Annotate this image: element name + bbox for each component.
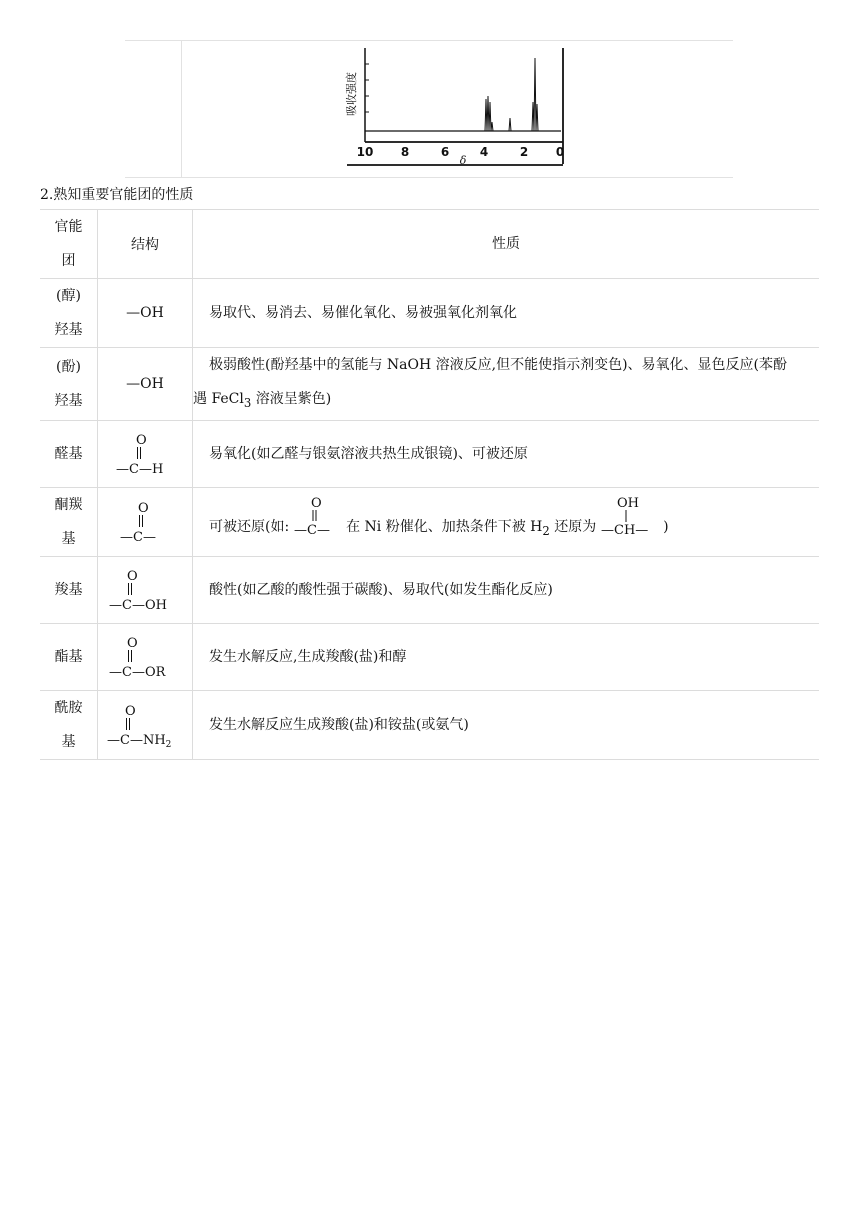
table-row (40, 623, 819, 690)
group-name: 酮羰 基 (40, 487, 98, 556)
structure-cell (98, 487, 193, 556)
section-title: 2.熟知重要官能团的性质 (40, 187, 194, 203)
svg-text:O: O (136, 432, 147, 448)
table-row (40, 556, 819, 623)
group-name: 醛基 (40, 420, 98, 487)
nmr-peak-1.2 (530, 58, 540, 131)
svg-text:—C—: —C— (120, 529, 156, 545)
group-name: (醇) 羟基 (40, 279, 98, 348)
carboxyl-structure (107, 566, 183, 614)
property-cell: 发生水解反应生成羧酸(盐)和铵盐(或氨气) (193, 690, 820, 759)
property-cell: 极弱酸性(酚羟基中的氢能与 NaOH 溶液反应,但不能使指示剂变色)、易氧化、显色反应(苯酚遇 FeCl$_3$ 溶液呈紫色) (193, 348, 820, 421)
ketone-structure (110, 498, 180, 546)
nmr-tick-0: 0 (555, 145, 565, 159)
property-cell: 易氧化(如乙醛与银氨溶液共热生成银镜)、可被还原 (193, 420, 820, 487)
table-row (40, 690, 819, 759)
inline-ketone-structure (294, 495, 342, 539)
group-name: 酯基 (40, 623, 98, 690)
property-cell: 易取代、易消去、易催化氧化、易被强氧化剂氧化 (193, 279, 820, 348)
structure-cell (98, 690, 193, 759)
table-header-row (40, 210, 819, 279)
svg-text:O: O (310, 496, 322, 512)
structure-cell (98, 420, 193, 487)
structure-cell: —OH (98, 279, 193, 348)
svg-text:—CH—: —CH— (600, 523, 649, 539)
header-group: 官能 团 (40, 210, 98, 279)
table-divider (181, 41, 182, 177)
amide-structure (105, 701, 185, 749)
property-cell: 发生水解反应,生成羧酸(盐)和醇 (193, 623, 820, 690)
ester-structure (107, 633, 183, 681)
svg-text:O: O (127, 635, 138, 651)
property-cell: 酸性(如乙酸的酸性强于碳酸)、易取代(如发生酯化反应) (193, 556, 820, 623)
svg-text:O: O (138, 500, 149, 516)
group-name: 羧基 (40, 556, 98, 623)
nmr-peak-2.6 (507, 118, 513, 131)
nmr-spectrum-chart (343, 44, 569, 168)
svg-text:—C—OR: —C—OR (109, 664, 166, 680)
nmr-tick-6: 6 (440, 145, 450, 159)
inline-alcohol-structure (601, 495, 659, 539)
svg-text:O: O (125, 703, 136, 719)
table-row (40, 420, 819, 487)
group-name: 酰胺 基 (40, 690, 98, 759)
structure-cell (98, 623, 193, 690)
header-property: 性质 (193, 210, 820, 279)
table-row (40, 487, 819, 556)
nmr-tick-8: 8 (400, 145, 410, 159)
structure-cell (98, 556, 193, 623)
table-row (40, 279, 819, 348)
header-structure: 结构 (98, 210, 193, 279)
svg-text:—C—OH: —C—OH (109, 597, 167, 613)
table-row (40, 348, 819, 421)
structure-cell: —OH (98, 348, 193, 421)
nmr-tick-10: 10 (356, 145, 374, 159)
functional-group-table (40, 209, 819, 760)
nmr-ylabel: 吸收强度 (345, 72, 358, 116)
nmr-xlabel: δ (459, 154, 467, 167)
svg-text:O: O (127, 568, 138, 584)
property-cell: 可被还原(如: O —C— 在 Ni 粉催化、加热条件下被 $H_2$ 还原为 OH —CH— ) (193, 487, 820, 556)
group-name: (酚) 羟基 (40, 348, 98, 421)
aldehyde-structure (110, 430, 180, 478)
svg-text:—C—NH2: $—C—NH_2$ (107, 732, 172, 749)
svg-text:—C—H: —C—H (116, 461, 164, 477)
svg-text:OH: OH (616, 496, 639, 512)
svg-text:—C—: —C— (293, 523, 330, 539)
nmr-peak-3.7 (483, 96, 495, 131)
nmr-tick-4: 4 (479, 145, 489, 159)
nmr-tick-2: 2 (519, 145, 529, 159)
